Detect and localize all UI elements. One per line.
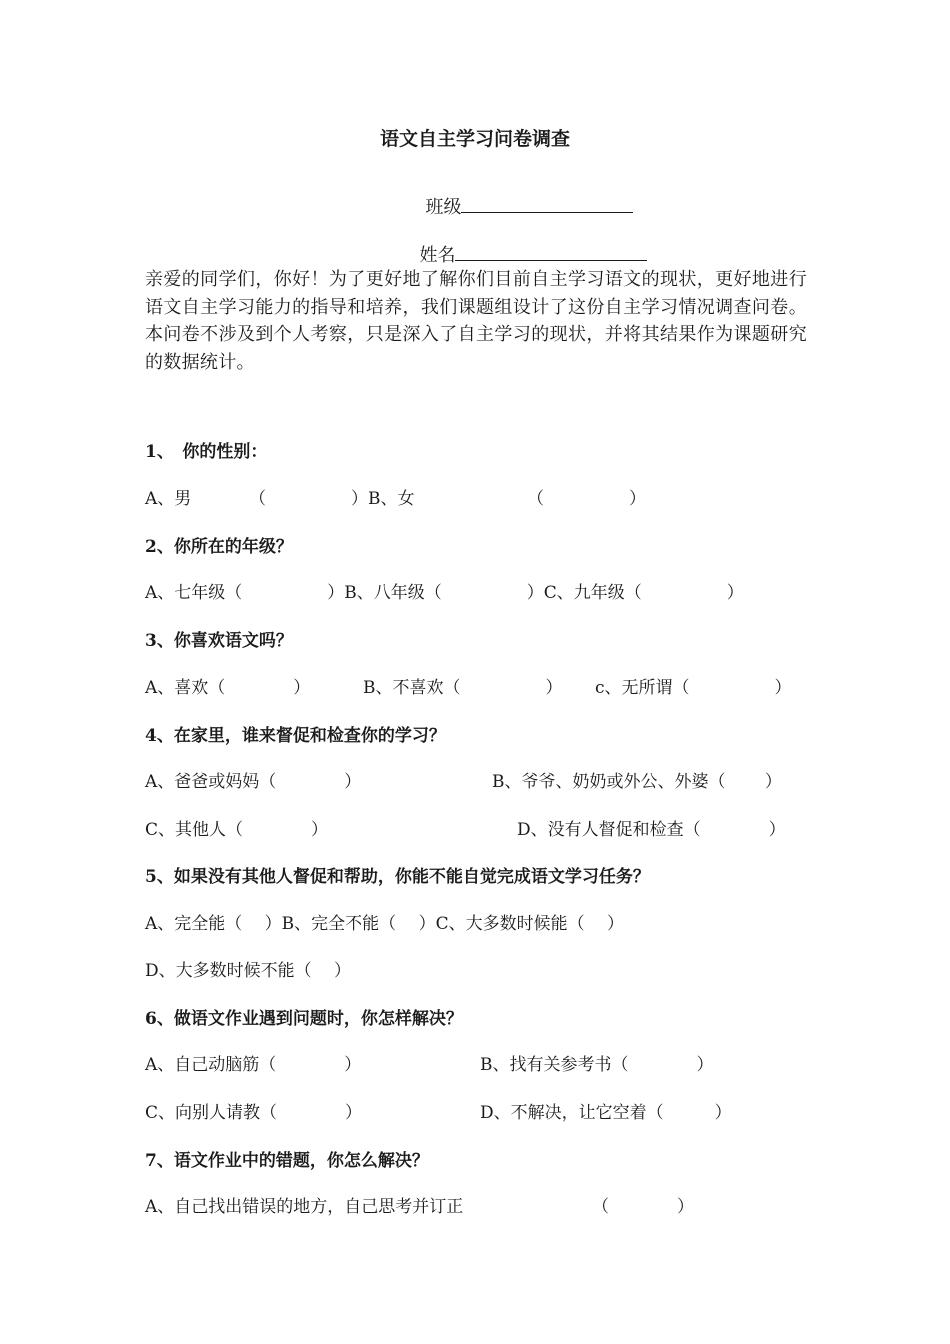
q1-option-a[interactable]: A、男 xyxy=(145,489,192,509)
q5-option-d[interactable]: D、大多数时候不能（ ） xyxy=(145,961,352,981)
question-1: 1、 你的性别： xyxy=(145,442,268,462)
question-4: 4、在家里，谁来督促和检查你的学习？ xyxy=(145,726,446,746)
q1-option-b-blank[interactable]: （ ） xyxy=(527,489,646,509)
class-blank[interactable] xyxy=(461,194,633,213)
q6-option-b[interactable]: B、找有关参考书（ ） xyxy=(480,1055,714,1075)
q6-option-d[interactable]: D、不解决，让它空着（ ） xyxy=(480,1103,732,1123)
q7-option-a[interactable]: A、自己找出错误的地方，自己思考并订正 xyxy=(145,1197,464,1217)
intro-paragraph: 亲爱的同学们，你好！为了更好地了解你们目前自主学习语文的现状，更好地进行语文自主学习能力的指导和培养，我们课题组设计了这份自主学习情况调查问卷。本问卷不涉及到个人考察，只是深入了自主学习的现状，并将其结果作为课题研究的数据统计。 xyxy=(145,269,807,373)
q4-option-c[interactable]: C、其他人（ ） xyxy=(145,820,329,840)
q6-option-a[interactable]: A、自己动脑筋（ ） xyxy=(145,1055,362,1075)
class-field xyxy=(414,172,633,219)
q4-option-d[interactable]: D、没有人督促和检查（ ） xyxy=(517,820,786,840)
question-3: 3、你喜欢语文吗？ xyxy=(145,631,293,651)
name-field xyxy=(408,220,647,267)
q3-option-b[interactable]: B、不喜欢（ ） xyxy=(363,678,563,698)
question-6: 6、做语文作业遇到问题时，你怎样解决？ xyxy=(145,1009,463,1029)
q1-option-b[interactable]: （ ）B、女 xyxy=(249,489,415,509)
q3-option-a[interactable]: A、喜欢（ ） xyxy=(145,678,311,698)
q4-option-a[interactable]: A、爸爸或妈妈（ ） xyxy=(145,772,362,792)
document-title: 语文自主学习问卷调查 xyxy=(379,128,570,150)
q5-options-abc[interactable]: A、完全能（ ）B、完全不能（ ）C、大多数时候能（ ） xyxy=(145,914,624,934)
class-label: 班级 xyxy=(425,197,462,218)
q4-option-b[interactable]: B、爷爷、奶奶或外公、外婆（ ） xyxy=(492,772,782,792)
question-2: 2、你所在的年级？ xyxy=(145,537,293,557)
question-5: 5、如果没有其他人督促和帮助，你能不能自觉完成语文学习任务？ xyxy=(145,867,650,887)
q2-options[interactable]: A、七年级（ ）B、八年级（ ）C、九年级（ ） xyxy=(145,583,744,603)
name-label: 姓名 xyxy=(419,245,456,266)
question-7: 7、语文作业中的错题，你怎么解决？ xyxy=(145,1151,429,1171)
q7-option-a-blank[interactable]: （ ） xyxy=(592,1197,694,1217)
q6-option-c[interactable]: C、向别人请教（ ） xyxy=(145,1103,363,1123)
name-blank[interactable] xyxy=(455,242,647,261)
q3-option-c[interactable]: c、无所谓（ ） xyxy=(595,678,792,698)
